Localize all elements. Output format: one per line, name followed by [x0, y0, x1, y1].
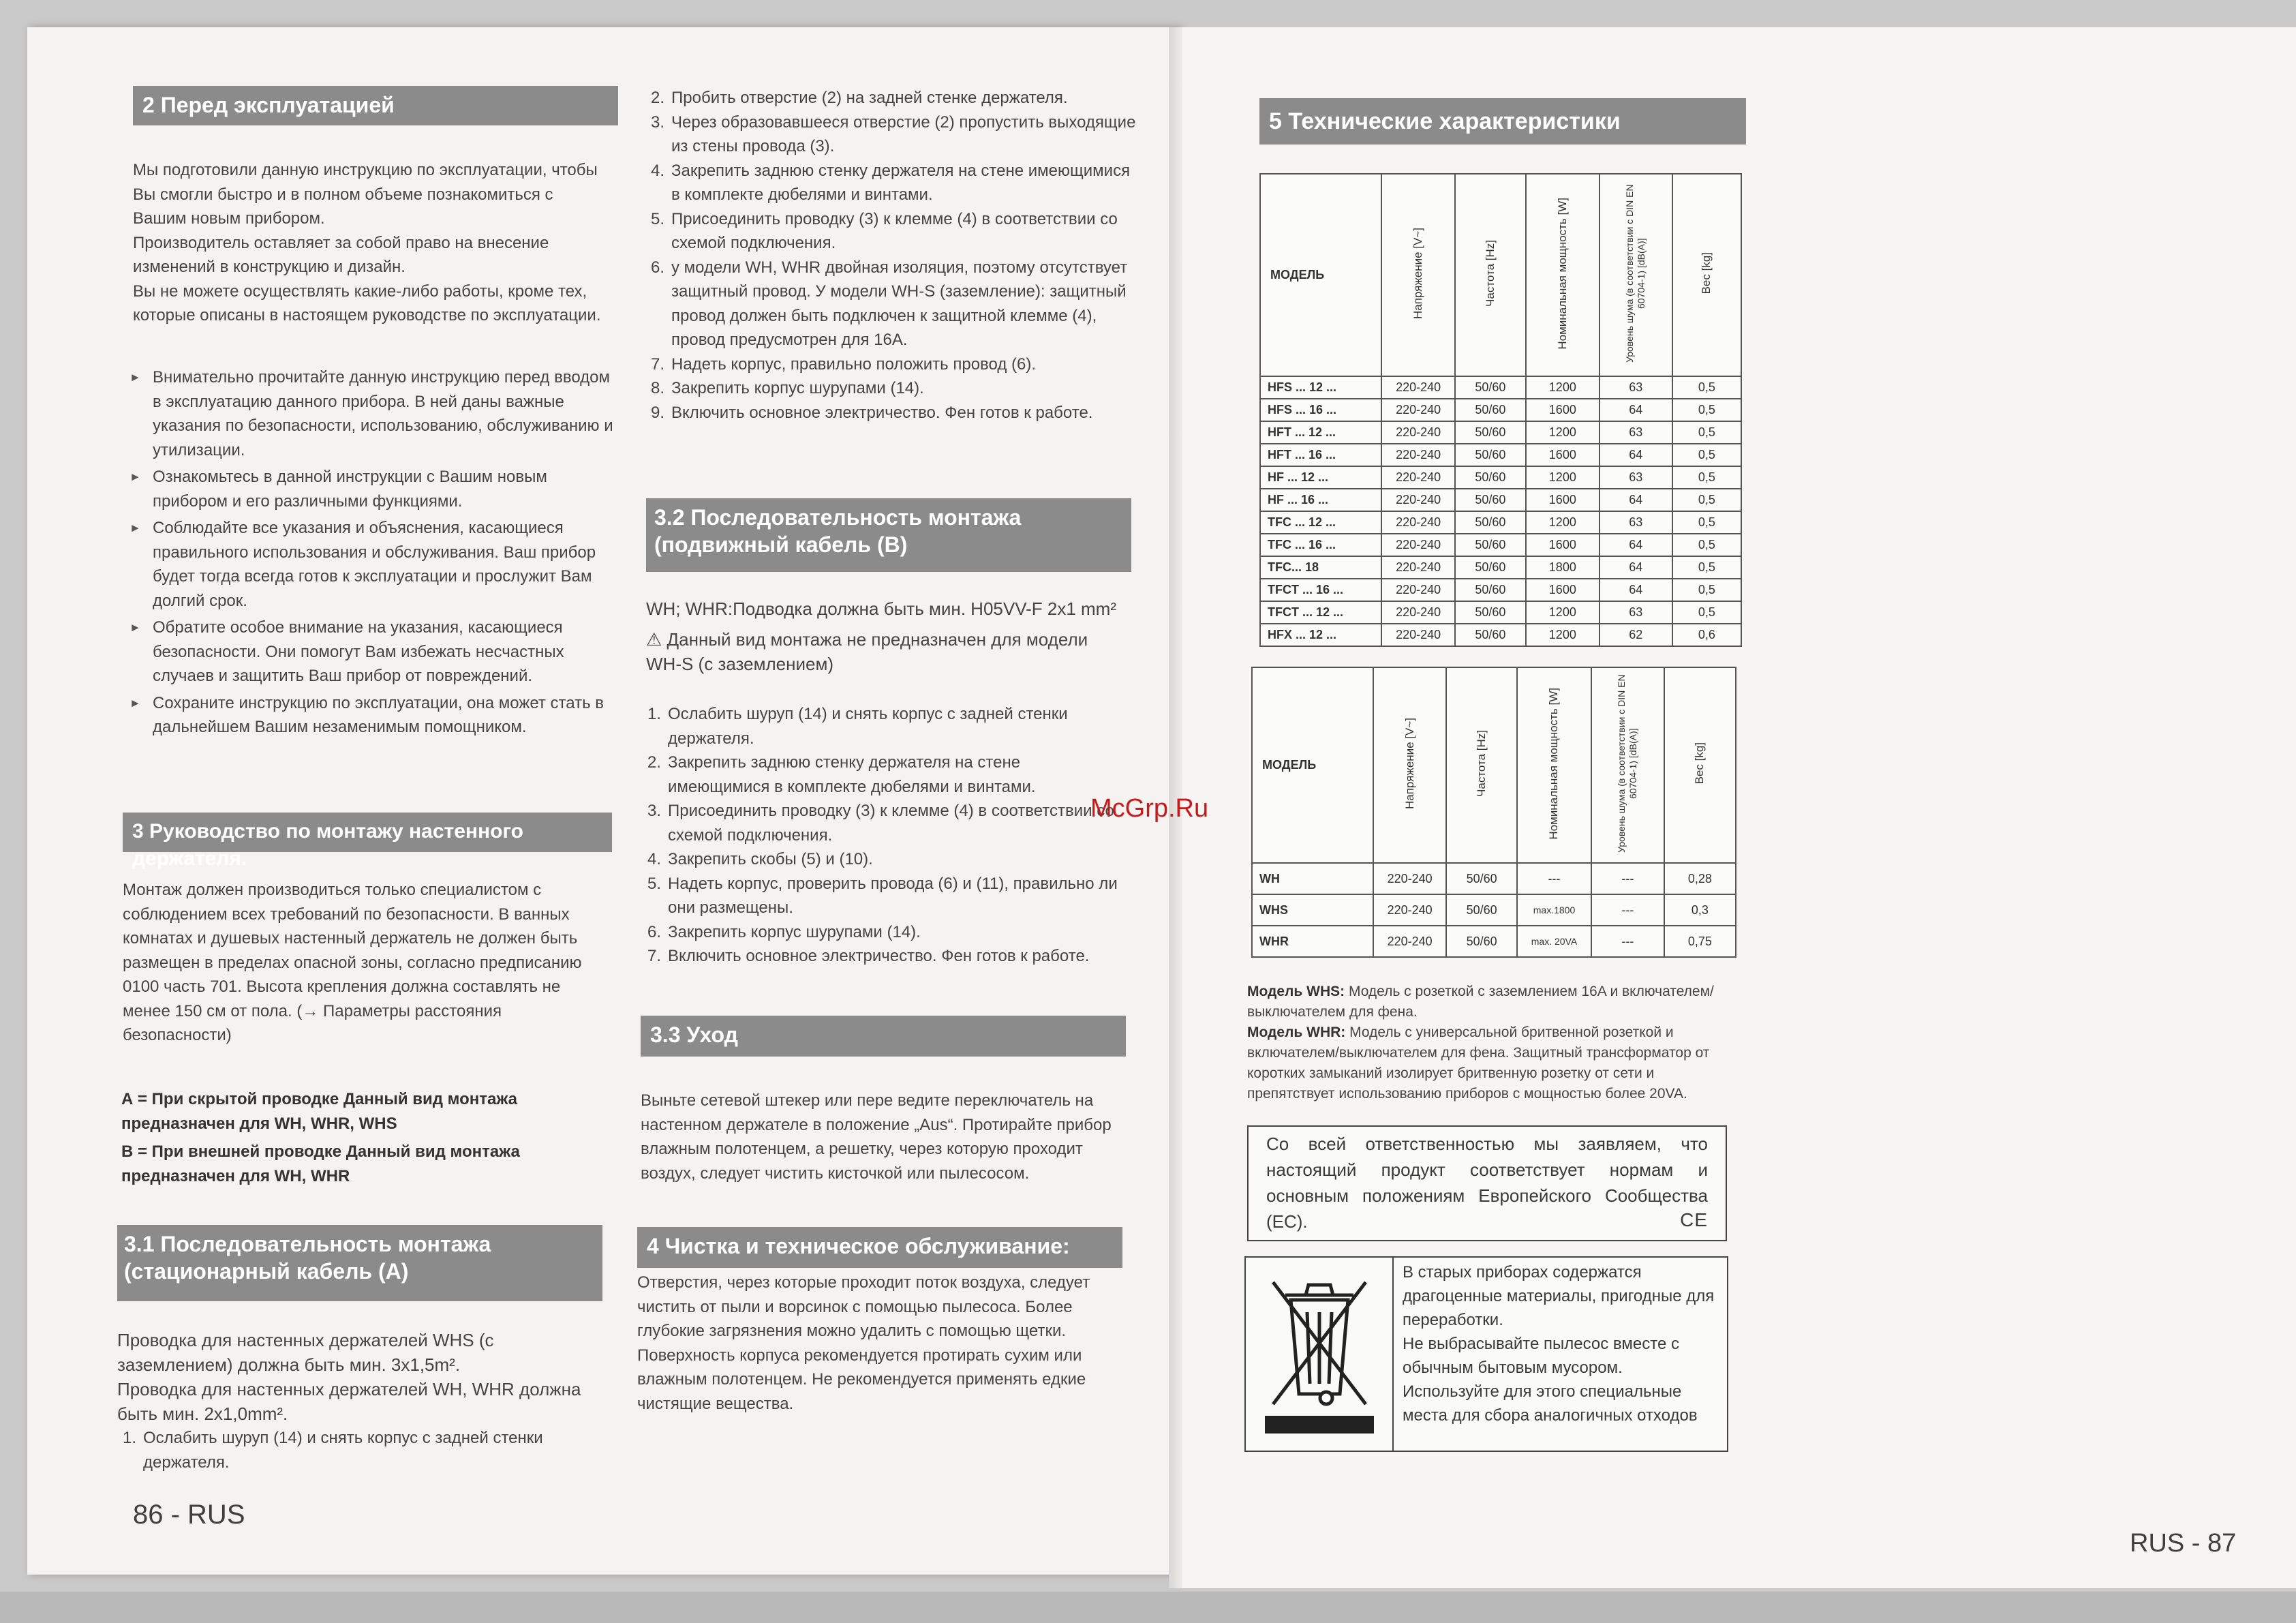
warning-icon: ⚠ [646, 629, 667, 650]
model-note-whr: Модель WHR: Модель с универсальной бритвенной розеткой и включателем/выключателем для фена. Защитный трансформатор от коротких замыканий изолирует бритвенную розетку от сети и препятствует использованию приборов с мощностью более 20VA. [1247, 1025, 1710, 1102]
recycling-icon-box [1246, 1258, 1394, 1451]
table-row: HFS ... 16 ... 220-240 50/60 1600 64 0,5 [1260, 399, 1741, 421]
recycling-text [1403, 1260, 1723, 1427]
bullet-item: ► Внимательно прочитайте данную инструкцию перед вводом в эксплуатацию данного прибора. В ней даны важные указания по безопасности, использованию, обслуживанию и утилизации. [129, 365, 617, 462]
watermark: McGrp.Ru [1090, 794, 1209, 823]
table-row: TFC ... 16 ... 220-240 50/60 1600 64 0,5 [1260, 534, 1741, 556]
col-header-model: МОДЕЛЬ [1260, 174, 1381, 376]
col-header-frequency: Частота [Hz] [1455, 174, 1526, 376]
step-item: 8. Закрепить корпус шурупами (14). [651, 379, 924, 397]
bullet-item: ► Сохраните инструкцию по эксплуатации, она может стать в дальнейшем Вашим незаменимым помощником. [129, 691, 617, 740]
section-3-2-wiring: WH; WHR:Подводка должна быть мин. H05VV-F 2x1 mm² [646, 598, 1116, 619]
spec-table-dryers [1259, 173, 1742, 647]
col-header-power: Номинальная мощность [W] [1526, 174, 1599, 376]
intro-paragraph: Мы подготовили данную инструкцию по эксплуатации, чтобы Вы смогли быстро и в полном объеме познакомиться с Вашим новым прибором. [133, 161, 598, 228]
recycling-paragraph: Используйте для этого специальные места для сбора аналогичных отходов [1403, 1382, 1698, 1425]
section-3-3-text: Выньте сетевой штекер или пере ведите переключатель на настенном держателе в положение „Aus“. Протирайте прибор влажным полотенцем, а решетку, через которую проходит воздух, следует чистить кисточкой или пылесосом. [641, 1091, 1112, 1183]
section-3-2-steps [647, 702, 1124, 969]
intro-paragraph: Производитель оставляет за собой право на внесение изменений в конструкцию и дизайн. [133, 233, 549, 276]
scan-border [0, 1592, 2296, 1623]
col-header-power: Номинальная мощность [W] [1517, 667, 1591, 863]
step-item: 5. Надеть корпус, проверить провода (6) и (11), правильно ли они размещены. [647, 874, 1118, 917]
section-4-heading: 4 Чистка и техническое обслуживание: [637, 1227, 1122, 1268]
step-item: 2. Пробить отверстие (2) на задней стенке держателя. [651, 89, 1068, 107]
table-row: TFC... 18 220-240 50/60 1800 64 0,5 [1260, 556, 1741, 579]
ce-mark: CE [1680, 1209, 1708, 1230]
step-item: 2. Закрепить заднюю стенку держателя на стене имеющимися в комплекте дюбелями и винтами. [647, 753, 1036, 796]
col-header-noise: Уровень шума (в соответствии с DIN EN 60704-1) [dB(A)] [1599, 174, 1672, 376]
table-row: HFT ... 16 ... 220-240 50/60 1600 64 0,5 [1260, 444, 1741, 466]
step-item: 6. у модели WH, WHR двойная изоляция, поэтому отсутствует защитный провод. У модели WH-S (заземление): защитный провод должен быть подключен к защитной клемме (4), провод предусмотрен для 16A. [651, 258, 1128, 349]
table-row: TFC ... 12 ... 220-240 50/60 1200 63 0,5 [1260, 511, 1741, 534]
section-3-heading: 3 Руководство по монтажу настенного держателя. [123, 813, 612, 852]
section-2-heading: 2 Перед эксплуатацией [133, 86, 618, 125]
step-item: 7. Включить основное электричество. Фен готов к работе. [647, 947, 1090, 965]
section-3-1-text [117, 1328, 608, 1426]
wiring-requirement: Проводка для настенных держателей WHS (с заземлением) должна быть мин. 3x1,5m². [117, 1330, 494, 1375]
section-3-3-heading: 3.3 Уход [641, 1016, 1126, 1057]
recycling-paragraph: В старых приборах содержатся драгоценные материалы, пригодные для переработки. [1403, 1263, 1715, 1329]
bullet-item: ► Ознакомьтесь в данной инструкции с Вашим новым прибором и его различными функциями. [129, 465, 617, 513]
mounting-option-b: В = При внешней проводке Данный вид монтажа предназначен для WH, WHR [121, 1142, 520, 1185]
step-item: 4. Закрепить заднюю стенку держателя на стене имеющимися в комплекте дюбелями и винтами. [651, 161, 1131, 204]
table-row: HFS ... 12 ... 220-240 50/60 1200 63 0,5 [1260, 376, 1741, 399]
page-number-left: 86 - RUS [133, 1500, 245, 1530]
col-header-voltage: Напряжение [V~] [1373, 667, 1446, 863]
col-header-noise: Уровень шума (в соответствии с DIN EN 60704-1) [dB(A)] [1591, 667, 1664, 863]
section-3-2-warning: ⚠ Данный вид монтажа не предназначен для модели WH-S (с заземлением) [646, 629, 1088, 674]
table-row: HF ... 12 ... 220-240 50/60 1200 63 0,5 [1260, 466, 1741, 489]
bullet-item: ► Обратите особое внимание на указания, касающиеся безопасности. Они помогут Вам избежать несчастных случаев и защитить Ваш прибор от повреждений. [129, 616, 617, 688]
crossed-bin-icon [1246, 1258, 1392, 1451]
col-header-weight: Вес [kg] [1672, 174, 1741, 376]
col-header-voltage: Напряжение [V~] [1381, 174, 1454, 376]
step-item: 6. Закрепить корпус шурупами (14). [647, 922, 921, 941]
section-3-2-heading: 3.2 Последовательность монтажа (подвижный кабель (В) [646, 498, 1131, 572]
step-item: 1. Ослабить шуруп (14) и снять корпус с задней стенки держателя. [123, 1429, 543, 1472]
model-note-whs: Модель WHS: Модель с розеткой с заземлением 16A и включателем/выключателем для фена. [1247, 984, 1714, 1020]
mounting-option-a: А = При скрытой проводке Данный вид монтажа предназначен для WH, WHR, WHS [121, 1090, 518, 1133]
recycling-paragraph: Не выбрасывайте пылесос вместе с обычным бытовым мусором. [1403, 1335, 1679, 1377]
table-row: TFCT ... 16 ... 220-240 50/60 1600 64 0,5 [1260, 579, 1741, 601]
section-2-intro [133, 158, 610, 328]
page-number-right: RUS - 87 [2130, 1529, 2237, 1558]
section-3-paragraph: Монтаж должен производиться только специалистом с соблюдением всех требований по безопасности. В ванных комнатах и душевых настенный держатель не должен быть размещен в пределах опасной зоны, согласно предписанию 0100 часть 701. Высота крепления должна составлять не менее 150 см от пола. (→ Параметры расстояния безопасности) [123, 881, 582, 1044]
table-row: HFT ... 12 ... 220-240 50/60 1200 63 0,5 [1260, 421, 1741, 444]
ec-conformity-notice: Со всей ответственностью мы заявляем, что настоящий продукт соответствует нормам и основным положениям Европейского Сообщества (EC). CE [1247, 1125, 1727, 1241]
model-notes [1247, 982, 1724, 1104]
section-4-text: Отверстия, через которые проходит поток воздуха, следует чистить от пыли и ворсинок с помощью пылесоса. Более глубокие загрязнения можно удалить с помощью щетки. Поверхность корпуса рекомендуется протирать сухим или влажным полотенцем. Не рекомендуется применять едкие чистящие вещества. [637, 1273, 1090, 1413]
section-2-bullets [129, 365, 617, 742]
section-3-1-heading: 3.1 Последовательность монтажа (стационарный кабель (А) [117, 1225, 602, 1301]
intro-paragraph: Вы не можете осуществлять какие-либо работы, кроме тех, которые описаны в настоящем руководстве по эксплуатации. [133, 282, 601, 324]
step-item: 3. Через образовавшееся отверстие (2) пропустить выходящие из стены провода (3). [651, 112, 1136, 155]
table-row: WH 220-240 50/60 --- --- 0,28 [1252, 863, 1736, 894]
section-5-heading: 5 Технические характеристики [1259, 98, 1746, 145]
table-row: HFX ... 12 ... 220-240 50/60 1200 62 0,6 [1260, 624, 1741, 646]
step-item: 3. Присоединить проводку (3) к клемме (4) в соответствии со схемой подключения. [647, 802, 1114, 845]
step-item: 5. Присоединить проводку (3) к клемме (4) в соответствии со схемой подключения. [651, 209, 1118, 252]
section-3-1-steps [123, 1426, 559, 1474]
table-row: WHS 220-240 50/60 max.1800 --- 0,3 [1252, 894, 1736, 926]
section-3-text [123, 878, 586, 1048]
col-header-weight: Вес [kg] [1664, 667, 1736, 863]
wiring-requirement: Проводка для настенных держателей WH, WHR должна быть мин. 2x1,0mm². [117, 1379, 581, 1424]
section-3-1-steps-continued [651, 86, 1142, 425]
bullet-item: ► Соблюдайте все указания и объяснения, касающиеся правильного использования и обслуживания. Ваш прибор будет тогда всегда готов к эксплуатации и прослужит Вам долгий срок. [129, 516, 617, 613]
spec-table-wall-holders [1251, 667, 1736, 958]
step-item: 4. Закрепить скобы (5) и (10). [647, 850, 873, 868]
table-row: HF ... 16 ... 220-240 50/60 1600 64 0,5 [1260, 489, 1741, 511]
col-header-model: МОДЕЛЬ [1252, 667, 1373, 863]
step-item: 7. Надеть корпус, правильно положить провод (6). [651, 354, 1037, 374]
table-row: TFCT ... 12 ... 220-240 50/60 1200 63 0,5 [1260, 601, 1741, 624]
step-item: 9. Включить основное электричество. Фен готов к работе. [651, 403, 1093, 422]
col-header-frequency: Частота [Hz] [1446, 667, 1517, 863]
step-item: 1. Ослабить шуруп (14) и снять корпус с задней стенки держателя. [647, 705, 1068, 748]
table-row: WHR 220-240 50/60 max. 20VA --- 0,75 [1252, 926, 1736, 957]
recycling-notice [1244, 1256, 1728, 1452]
